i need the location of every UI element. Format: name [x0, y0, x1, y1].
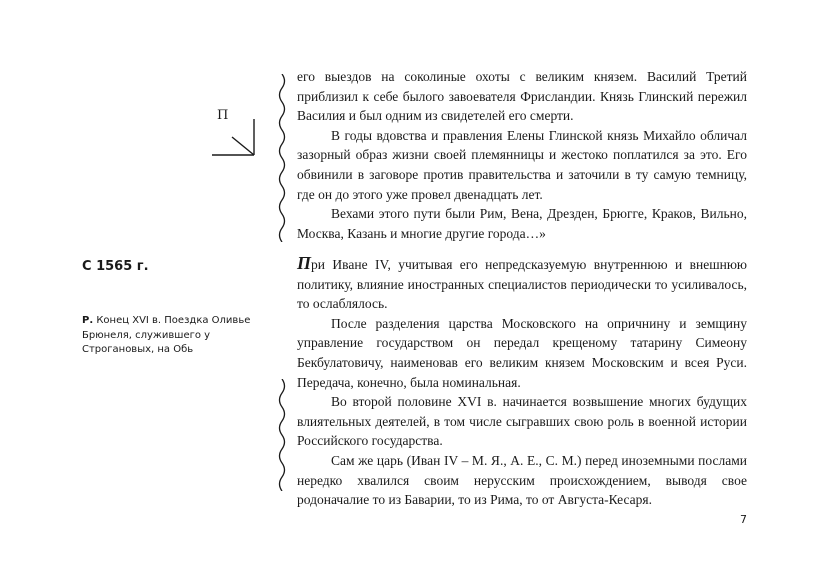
text-block-main	[297, 255, 747, 510]
paragraph: Сам же царь (Иван IV – М. Я., А. Е., С. М.) перед иноземными послами нередко хвалился своим нерусским происхождением, выводя свое родоначалие то из Баварии, то из Рима, то от Августа-Кесаря.	[297, 452, 747, 508]
paragraph: Вехами этого пути были Рим, Вена, Дрезден, Брюгге, Краков, Вильно, Москва, Казань и многие другие города…»	[297, 206, 747, 241]
margin-note-text: Конец XVI в. Поездка Оливье Брюнеля, служившего у Строгановых, на Обь	[82, 315, 251, 355]
corner-letter: П	[217, 108, 229, 123]
paragraph: его выездов на соколиные охоты с великим князем. Василий Третий приблизил к себе былого завоевателя Фрисландии. Князь Глинский пережил Василия и был одним из свидетелей его смерти.	[297, 69, 747, 124]
paragraph: Во второй половине XVI в. начинается возвышение многих будущих влиятельных деятелей, в том числе сыгравших свою роль в военной истории Российского государства.	[297, 394, 747, 449]
margin-note-label: Р.	[82, 315, 94, 326]
page-number: 7	[740, 513, 747, 526]
paragraph: После разделения царства Московского на опричнину и земщину управление государством он передал крещеному татарину Симеону Бекбулатовичу, наименовав его великим князем Московским и всея Руси. Передача, конечно, была номинальная.	[297, 315, 747, 390]
text-block-quote	[297, 67, 747, 243]
corner-bracket-icon	[210, 115, 260, 165]
drop-cap: П	[297, 253, 312, 273]
margin-note	[82, 314, 252, 358]
wavy-rule-icon	[276, 74, 288, 242]
paragraph	[297, 255, 747, 314]
paragraph-text: ри Иване IV, учитывая его непредсказуемую внутреннюю и внешнюю политику, влияние иностранных специалистов периодически то усиливалось, то ослаблялось.	[297, 257, 747, 312]
margin-heading: С 1565 г.	[82, 259, 149, 274]
wavy-rule-icon	[276, 379, 288, 491]
paragraph: В годы вдовства и правления Елены Глинской князь Михайло обличал зазорный образ жизни своей племянницы и жестоко поплатился за это. Его обвинили в заговоре против правительства и заточили в ту самую темницу, где он до этого уже провел двенадцать лет.	[297, 127, 747, 202]
